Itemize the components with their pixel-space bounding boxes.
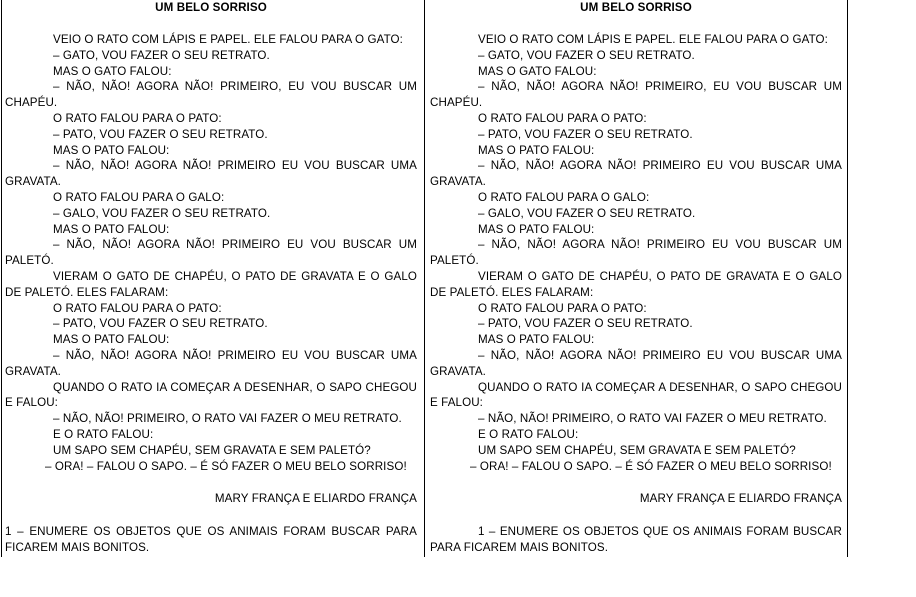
story-line: MAS O PATO FALOU:: [478, 222, 595, 236]
story-line: QUANDO O RATO IA COMEÇAR A DESENHAR, O SAPO CHEGOU E FALOU:: [430, 380, 842, 410]
story-line: O RATO FALOU PARA O PATO:: [478, 301, 647, 315]
story-line: VIERAM O GATO DE CHAPÉU, O PATO DE GRAVATA E O GALO DE PALETÓ. ELES FALARAM:: [430, 269, 842, 299]
story-line: E O RATO FALOU:: [478, 427, 579, 441]
story-line: MAS O GATO FALOU:: [478, 64, 597, 78]
story-line: – PATO, VOU FAZER O SEU RETRATO.: [478, 127, 693, 141]
left-column: [5, 0, 417, 556]
story-line: – ORA! – FALOU O SAPO. – É SÓ FAZER O MEU BELO SORRISO!: [470, 459, 832, 473]
story-line: – PATO, VOU FAZER O SEU RETRATO.: [478, 317, 693, 331]
story-line: – ORA! – FALOU O SAPO. – É SÓ FAZER O MEU BELO SORRISO!: [45, 459, 407, 473]
story-line: – NÃO, NÃO! AGORA NÃO! PRIMEIRO, EU VOU BUSCAR UM CHAPÉU.: [430, 80, 842, 110]
story-line: O RATO FALOU PARA O PATO:: [478, 111, 647, 125]
story-title: UM BELO SORRISO: [155, 1, 267, 14]
story-line: MAS O GATO FALOU:: [53, 64, 172, 78]
story-line: MAS O PATO FALOU:: [53, 333, 170, 347]
story-line: – GATO, VOU FAZER O SEU RETRATO.: [53, 48, 270, 62]
story-line: MAS O PATO FALOU:: [53, 143, 170, 157]
column-divider: [424, 0, 425, 557]
story-line: – NÃO, NÃO! AGORA NÃO! PRIMEIRO, EU VOU BUSCAR UM CHAPÉU.: [5, 80, 417, 110]
question-text: 1 – ENUMERE OS OBJETOS QUE OS ANIMAIS FORAM BUSCAR PARA FICAREM MAIS BONITOS.: [5, 525, 417, 554]
story-line: O RATO FALOU PARA O PATO:: [53, 111, 222, 125]
story-line: UM SAPO SEM CHAPÉU, SEM GRAVATA E SEM PALETÓ?: [478, 443, 796, 457]
story-line: – PATO, VOU FAZER O SEU RETRATO.: [53, 127, 268, 141]
story-line: – NÃO, NÃO! AGORA NÃO! PRIMEIRO EU VOU BUSCAR UMA GRAVATA.: [5, 348, 417, 378]
story-line: – NÃO, NÃO! AGORA NÃO! PRIMEIRO EU VOU BUSCAR UMA GRAVATA.: [430, 159, 842, 189]
story-line: VEIO O RATO COM LÁPIS E PAPEL. ELE FALOU PARA O GATO:: [478, 33, 828, 46]
story-line: QUANDO O RATO IA COMEÇAR A DESENHAR, O SAPO CHEGOU E FALOU:: [5, 380, 417, 410]
story-line: – GATO, VOU FAZER O SEU RETRATO.: [478, 48, 695, 62]
story-line: – GALO, VOU FAZER O SEU RETRATO.: [478, 206, 696, 220]
story-line: MAS O PATO FALOU:: [53, 222, 170, 236]
question-text: 1 – ENUMERE OS OBJETOS QUE OS ANIMAIS FORAM BUSCAR PARA FICAREM MAIS BONITOS.: [430, 525, 842, 554]
story-line: VEIO O RATO COM LÁPIS E PAPEL. ELE FALOU PARA O GATO:: [53, 33, 403, 46]
story-line: – GALO, VOU FAZER O SEU RETRATO.: [53, 206, 271, 220]
story-line: E O RATO FALOU:: [53, 427, 154, 441]
story-line: – NÃO, NÃO! PRIMEIRO, O RATO VAI FAZER O MEU RETRATO.: [478, 412, 827, 426]
story-line: UM SAPO SEM CHAPÉU, SEM GRAVATA E SEM PALETÓ?: [53, 443, 371, 457]
story-line: O RATO FALOU PARA O PATO:: [53, 301, 222, 315]
story-line: O RATO FALOU PARA O GALO:: [53, 190, 225, 204]
story-line: – PATO, VOU FAZER O SEU RETRATO.: [53, 317, 268, 331]
story-line: – NÃO, NÃO! AGORA NÃO! PRIMEIRO EU VOU BUSCAR UM PALETÓ.: [5, 238, 417, 268]
author-credit: MARY FRANÇA E ELIARDO FRANÇA: [639, 492, 842, 506]
story-line: – NÃO, NÃO! AGORA NÃO! PRIMEIRO EU VOU BUSCAR UMA GRAVATA.: [5, 159, 417, 189]
story-title: UM BELO SORRISO: [580, 1, 692, 14]
author-credit: MARY FRANÇA E ELIARDO FRANÇA: [214, 492, 417, 506]
right-column: [430, 0, 842, 556]
story-line: MAS O PATO FALOU:: [478, 333, 595, 347]
story-line: MAS O PATO FALOU:: [478, 143, 595, 157]
story-line: – NÃO, NÃO! AGORA NÃO! PRIMEIRO EU VOU BUSCAR UMA GRAVATA.: [430, 348, 842, 378]
story-line: VIERAM O GATO DE CHAPÉU, O PATO DE GRAVATA E O GALO DE PALETÓ. ELES FALARAM:: [5, 269, 417, 299]
story-line: – NÃO, NÃO! AGORA NÃO! PRIMEIRO EU VOU BUSCAR UM PALETÓ.: [430, 238, 842, 268]
story-line: O RATO FALOU PARA O GALO:: [478, 190, 650, 204]
story-line: – NÃO, NÃO! PRIMEIRO, O RATO VAI FAZER O MEU RETRATO.: [53, 412, 402, 426]
